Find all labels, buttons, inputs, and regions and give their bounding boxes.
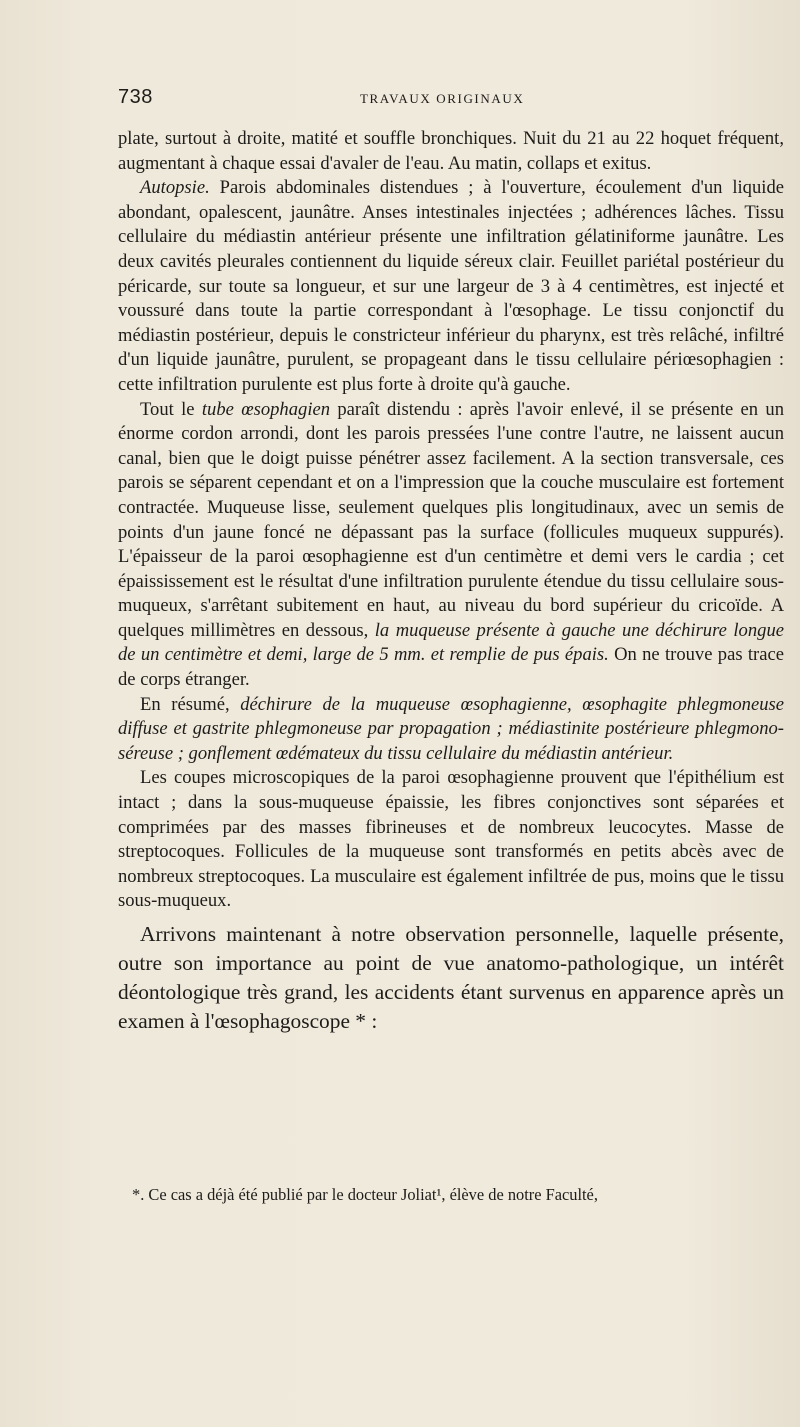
body-text: [118, 127, 784, 1036]
paragraph-personal-observation: Arrivons maintenant à notre observation personnelle, laquelle présente, outre son importance au point de vue anatomo-pathologique, un intérêt déontologique très grand, les accidents étant survenus en apparence après un examen à l'œsophagoscope * :: [118, 922, 784, 1033]
page-number: 738: [118, 86, 153, 108]
paragraph-clinical-end: plate, surtout à droite, matité et souffle bronchiques. Nuit du 21 au 22 hoquet fréquent, augmentant à chaque essai d'avaler de l'eau. Au matin, collaps et exitus.: [118, 128, 784, 174]
paragraph-microscopy: Les coupes microscopiques de la paroi œsophagienne prouvent que l'épithélium est intact ; dans la sous-muqueuse épaissie, les fibres conjonctives sont séparées et comprimées par des masses fibrineuses et de nombreux leucocytes. Masse de streptocoques. Follicules de la muqueuse sont transformés en petits abcès avec de nombreux streptocoques. La musculaire est également infiltrée de pus, moins que le tissu sous-muqueux.: [118, 767, 784, 912]
page-header: [118, 86, 784, 116]
footnote: *. Ce cas a déjà été publié par le docteur Joliat¹, élève de notre Faculté,: [132, 1185, 598, 1204]
paragraph-esophagus: Tout le tube œsophagien paraît distendu : après l'avoir enlevé, il se présente en un énorme cordon arrondi, dont les parois pressées l'une contre l'autre, ne laissent aucun canal, bien que le doigt puisse pénétrer assez facilement. A la section transversale, ces parois se séparent cependant et on a l'impression que la couche musculaire est fortement contractée. Muqueuse lisse, seulement quelques plis longitudinaux, avec un semis de points d'un jaune foncé ne dépassant pas la surface (follicules muqueux suppurés). L'épaisseur de la paroi œsophagienne est d'un centimètre et demi vers le cardia ; cet épaississement est le résultat d'une infiltration purulente étendue du tissu cellulaire sous-muqueux, s'arrêtant subitement en haut, au niveau du bord supérieur du cricoïde. A quelques millimètres en dessous, la muqueuse présente à gauche une déchirure longue de un centimètre et demi, large de 5 mm. et remplie de pus épais. On ne trouve pas trace de corps étranger.: [118, 398, 784, 691]
paragraph-autopsy: Autopsie. Parois abdominales distendues ; à l'ouverture, écoulement d'un liquide abondant, opalescent, jaunâtre. Anses intestinales injectées ; adhérences lâches. Tissu cellulaire du médiastin antérieur présente une infiltration gélatiniforme jaunâtre. Les deux cavités pleurales contiennent du liquide séreux clair. Feuillet pariétal postérieur du péricarde, sur toute sa longueur, et sur une largeur de 3 à 4 centimètres, est injecté et voussuré dans toute la partie correspondant à l'œsophage. Le tissu conjonctif du médiastin postérieur, depuis le constricteur inférieur du pharynx, est très relâché, infiltré d'un liquide jaunâtre, purulent, se propageant dans le tissu cellulaire périœsophagien : cette infiltration purulente est plus forte à droite qu'à gauche.: [118, 177, 784, 395]
paragraph-summary: En résumé, déchirure de la muqueuse œsophagienne, œsophagite phlegmoneuse diffuse et gastrite phlegmoneuse par propagation ; médiastinite postérieure phlegmono-séreuse ; gonflement œdémateux du tissu cellulaire du médiastin antérieur.: [118, 693, 785, 764]
autopsy-heading: Autopsie.: [140, 177, 210, 199]
running-head: TRAVAUX ORIGINAUX: [360, 91, 525, 106]
